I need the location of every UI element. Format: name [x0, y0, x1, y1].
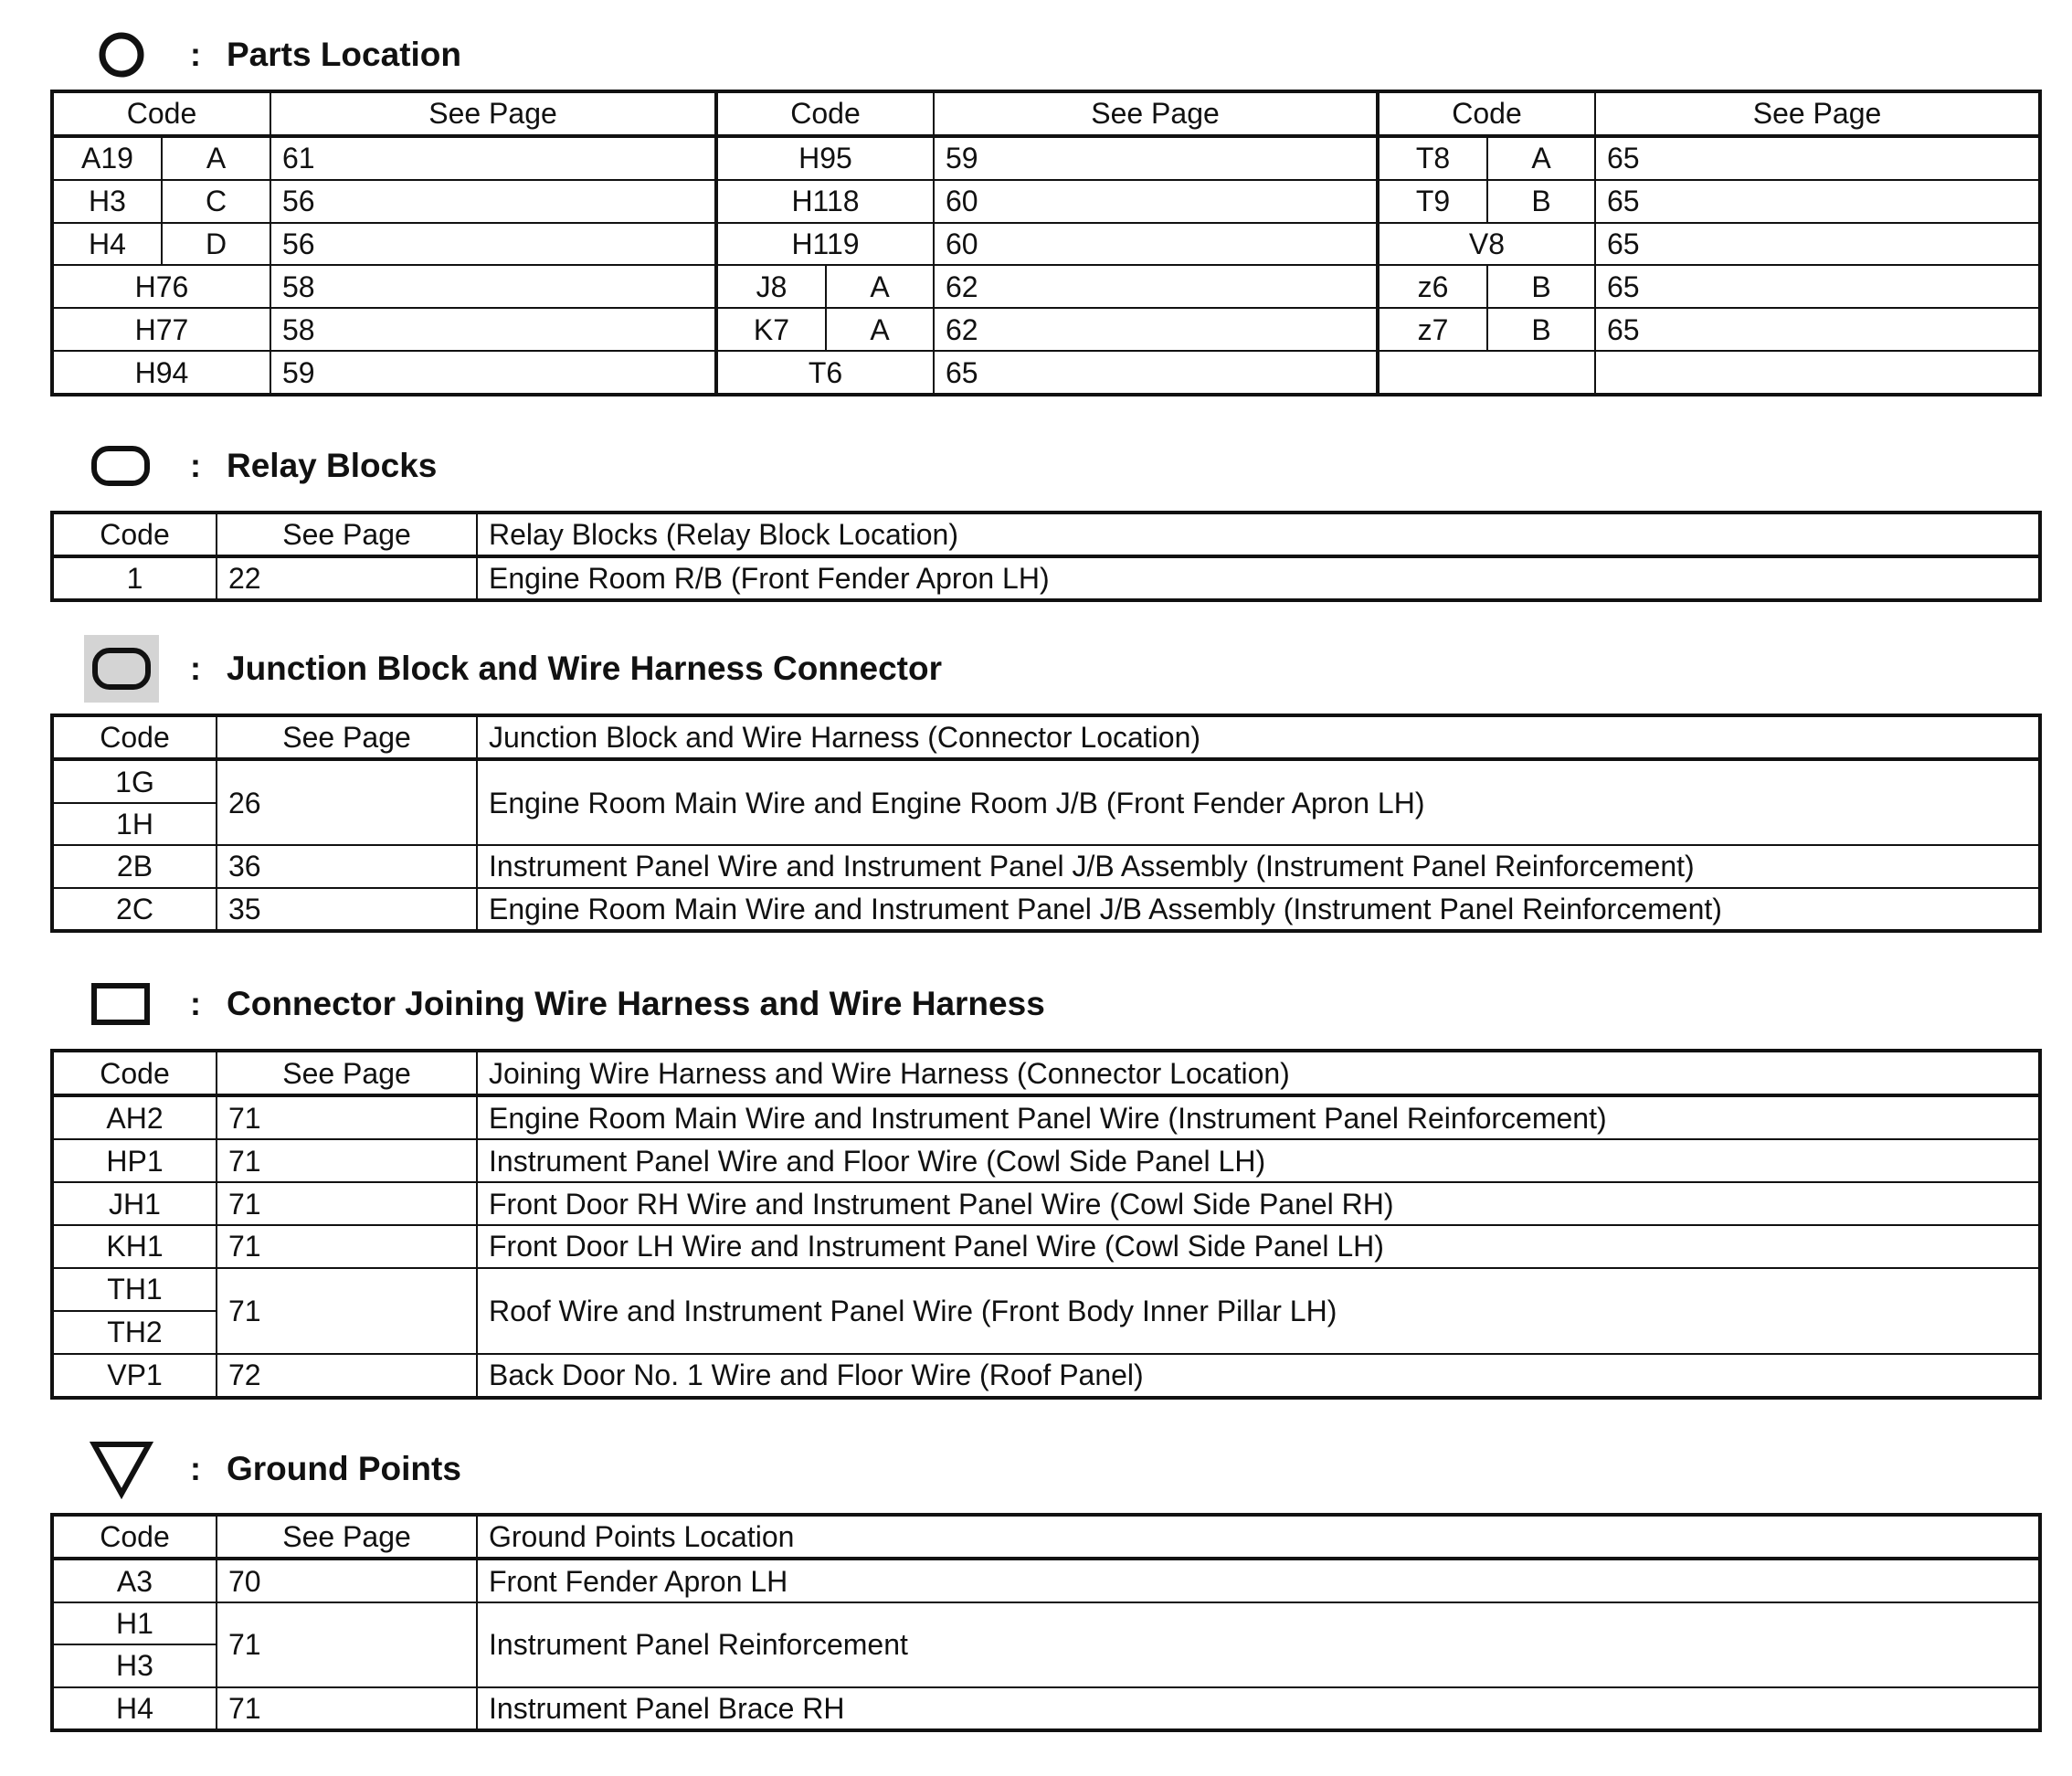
section-colon: : — [190, 447, 201, 484]
code-cell: H119 — [716, 223, 934, 266]
table-row — [52, 845, 2040, 887]
junction-blocks-table — [50, 714, 2042, 933]
table-header-row — [52, 1515, 2040, 1559]
header-code: Code — [1378, 91, 1595, 136]
location-cell: Instrument Panel Wire and Floor Wire (Cowl Side Panel LH) — [477, 1139, 2040, 1182]
page-cell: 36 — [217, 845, 477, 887]
code-cell: H118 — [716, 180, 934, 223]
header-code: Code — [52, 1515, 217, 1559]
page-cell: 71 — [217, 1687, 477, 1730]
table-row — [52, 265, 2040, 308]
location-cell: Instrument Panel Brace RH — [477, 1687, 2040, 1730]
location-cell: Engine Room R/B (Front Fender Apron LH) — [477, 556, 2040, 600]
page-cell: 58 — [270, 308, 716, 351]
code-cell: KH1 — [52, 1225, 217, 1268]
location-cell: Back Door No. 1 Wire and Floor Wire (Roof Panel) — [477, 1354, 2040, 1398]
table-row — [52, 1602, 2040, 1644]
location-cell: Engine Room Main Wire and Instrument Panel Wire (Instrument Panel Reinforcement) — [477, 1095, 2040, 1139]
code-suffix-cell: A — [826, 265, 934, 308]
page-cell: 60 — [934, 180, 1378, 223]
header-code: Code — [52, 1051, 217, 1095]
table-row — [52, 308, 2040, 351]
table-row — [52, 1225, 2040, 1268]
code-cell: T9 — [1378, 180, 1487, 223]
code-cell: 2C — [52, 888, 217, 931]
circle-icon — [80, 18, 163, 91]
page-cell: 71 — [217, 1139, 477, 1182]
code-suffix-cell: B — [1487, 265, 1595, 308]
code-cell: TH2 — [52, 1311, 217, 1354]
page-cell: 22 — [217, 556, 477, 600]
code-cell: z7 — [1378, 308, 1487, 351]
location-cell: Instrument Panel Wire and Instrument Panel J/B Assembly (Instrument Panel Reinforcement) — [477, 845, 2040, 887]
code-cell: H3 — [52, 1644, 217, 1686]
code-cell: 1H — [52, 803, 217, 845]
page-cell: 71 — [217, 1225, 477, 1268]
code-suffix-cell: C — [162, 180, 270, 223]
page-cell: 35 — [217, 888, 477, 931]
page-cell: 65 — [1595, 180, 2040, 223]
section-title: Parts Location — [227, 36, 461, 73]
page-cell: 58 — [270, 265, 716, 308]
header-location: Ground Points Location — [477, 1515, 2040, 1559]
section-colon: : — [190, 650, 201, 687]
shaded-rounded-rect-icon — [80, 632, 163, 705]
code-cell: T8 — [1378, 136, 1487, 180]
page-cell: 60 — [934, 223, 1378, 266]
location-cell: Front Fender Apron LH — [477, 1559, 2040, 1602]
section-relay-blocks — [80, 429, 437, 502]
page-cell: 65 — [1595, 223, 2040, 266]
table-row — [52, 180, 2040, 223]
table-row — [52, 1182, 2040, 1225]
table-row — [52, 1354, 2040, 1398]
table-row — [52, 759, 2040, 802]
location-cell: Roof Wire and Instrument Panel Wire (Front Body Inner Pillar LH) — [477, 1268, 2040, 1354]
page-cell: 71 — [217, 1182, 477, 1225]
page-cell: 70 — [217, 1559, 477, 1602]
location-cell: Engine Room Main Wire and Engine Room J/B (Front Fender Apron LH) — [477, 759, 2040, 845]
code-cell: VP1 — [52, 1354, 217, 1398]
code-cell: 2B — [52, 845, 217, 887]
page-cell: 72 — [217, 1354, 477, 1398]
parts-location-table — [50, 90, 2042, 396]
section-title: Junction Block and Wire Harness Connector — [227, 650, 942, 687]
code-cell: J8 — [716, 265, 826, 308]
section-colon: : — [190, 36, 201, 73]
section-title: Relay Blocks — [227, 447, 438, 484]
code-cell: V8 — [1378, 223, 1595, 266]
code-cell: z6 — [1378, 265, 1487, 308]
page-cell: 59 — [934, 136, 1378, 180]
section-ground-points — [80, 1432, 461, 1506]
header-see-page: See Page — [217, 1051, 477, 1095]
page-cell: 59 — [270, 351, 716, 395]
table-row — [52, 1559, 2040, 1602]
code-suffix-cell: A — [1487, 136, 1595, 180]
page-cell: 56 — [270, 223, 716, 266]
page-cell: 65 — [1595, 265, 2040, 308]
rectangle-icon — [80, 967, 163, 1041]
page-cell: 71 — [217, 1095, 477, 1139]
page-cell: 65 — [1595, 308, 2040, 351]
code-cell: TH1 — [52, 1268, 217, 1311]
code-cell: H4 — [52, 1687, 217, 1730]
header-see-page: See Page — [934, 91, 1378, 136]
table-row — [52, 223, 2040, 266]
connector-joining-table — [50, 1049, 2042, 1400]
header-code: Code — [52, 513, 217, 556]
section-title: Connector Joining Wire Harness and Wire Harness — [227, 985, 1045, 1022]
page-cell — [1595, 351, 2040, 395]
table-header-row — [52, 715, 2040, 759]
code-cell: 1G — [52, 759, 217, 802]
table-header-row — [52, 1051, 2040, 1095]
section-colon: : — [190, 985, 201, 1022]
table-row — [52, 556, 2040, 600]
table-row — [52, 351, 2040, 395]
table-row — [52, 1139, 2040, 1182]
table-row — [52, 1095, 2040, 1139]
code-cell: AH2 — [52, 1095, 217, 1139]
code-cell: H4 — [52, 223, 162, 266]
page-cell: 65 — [934, 351, 1378, 395]
code-cell: H94 — [52, 351, 270, 395]
code-cell: T6 — [716, 351, 934, 395]
header-see-page: See Page — [1595, 91, 2040, 136]
header-location: Joining Wire Harness and Wire Harness (Connector Location) — [477, 1051, 2040, 1095]
header-see-page: See Page — [217, 1515, 477, 1559]
header-see-page: See Page — [217, 715, 477, 759]
code-suffix-cell: A — [826, 308, 934, 351]
table-header-row — [52, 513, 2040, 556]
code-suffix-cell: B — [1487, 308, 1595, 351]
rounded-rect-icon — [80, 429, 163, 502]
page-cell: 56 — [270, 180, 716, 223]
code-cell: HP1 — [52, 1139, 217, 1182]
code-cell: H76 — [52, 265, 270, 308]
location-cell: Engine Room Main Wire and Instrument Panel J/B Assembly (Instrument Panel Reinforcement) — [477, 888, 2040, 931]
location-cell: Front Door RH Wire and Instrument Panel Wire (Cowl Side Panel RH) — [477, 1182, 2040, 1225]
header-location: Relay Blocks (Relay Block Location) — [477, 513, 2040, 556]
table-row — [52, 888, 2040, 931]
code-cell: A3 — [52, 1559, 217, 1602]
page-cell: 71 — [217, 1602, 477, 1687]
code-suffix-cell: A — [162, 136, 270, 180]
code-cell: A19 — [52, 136, 162, 180]
table-row — [52, 136, 2040, 180]
code-cell: 1 — [52, 556, 217, 600]
code-cell: JH1 — [52, 1182, 217, 1225]
page-cell: 71 — [217, 1268, 477, 1354]
code-cell — [1378, 351, 1595, 395]
code-suffix-cell: D — [162, 223, 270, 266]
header-see-page: See Page — [217, 513, 477, 556]
header-code: Code — [52, 91, 270, 136]
location-cell: Front Door LH Wire and Instrument Panel Wire (Cowl Side Panel LH) — [477, 1225, 2040, 1268]
page-cell: 61 — [270, 136, 716, 180]
table-row — [52, 1687, 2040, 1730]
code-cell: H95 — [716, 136, 934, 180]
code-cell: H3 — [52, 180, 162, 223]
code-cell: H1 — [52, 1602, 217, 1644]
page-cell: 65 — [1595, 136, 2040, 180]
header-location: Junction Block and Wire Harness (Connector Location) — [477, 715, 2040, 759]
code-suffix-cell: B — [1487, 180, 1595, 223]
down-triangle-icon — [80, 1432, 163, 1506]
code-cell: H77 — [52, 308, 270, 351]
section-connector-joining — [80, 967, 1045, 1041]
section-parts-location — [80, 18, 461, 91]
table-row — [52, 1268, 2040, 1311]
header-see-page: See Page — [270, 91, 716, 136]
header-code: Code — [716, 91, 934, 136]
section-colon: : — [190, 1450, 201, 1487]
table-header-row — [52, 91, 2040, 136]
header-code: Code — [52, 715, 217, 759]
page-cell: 26 — [217, 759, 477, 845]
page-cell: 62 — [934, 308, 1378, 351]
section-junction-blocks — [80, 632, 942, 705]
section-title: Ground Points — [227, 1450, 461, 1487]
relay-blocks-table — [50, 511, 2042, 602]
ground-points-table — [50, 1513, 2042, 1732]
page-cell: 62 — [934, 265, 1378, 308]
code-cell: K7 — [716, 308, 826, 351]
location-cell: Instrument Panel Reinforcement — [477, 1602, 2040, 1687]
